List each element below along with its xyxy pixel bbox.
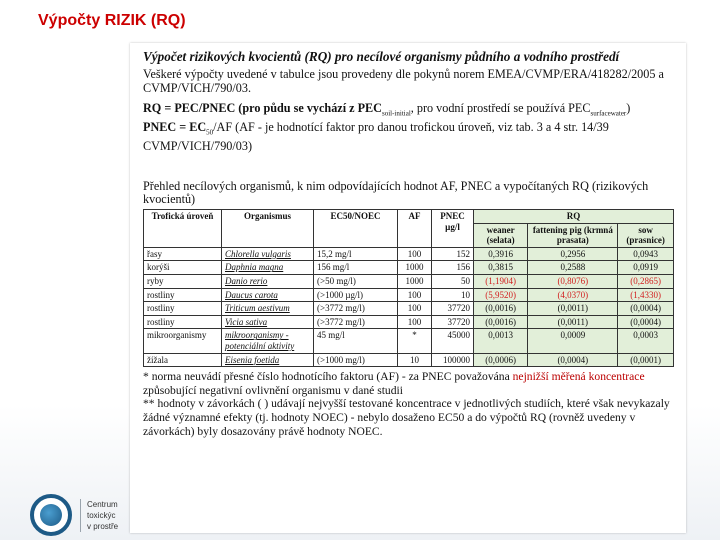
- formula-pnec: [143, 121, 676, 154]
- logo-globe-icon: [30, 494, 72, 536]
- row-organism: Vicia sativa: [222, 315, 314, 329]
- formula-rq-subscript: soil-initial: [381, 109, 411, 118]
- formula-rq-part-a: RQ = PEC/PNEC (pro půdu se vychází z PEC: [143, 101, 382, 116]
- row-organism: mikroorganismy - potenciální aktivity: [222, 329, 314, 353]
- row-af: *: [398, 329, 432, 353]
- formula-rq-part-b: , pro vodní prostředí se používá PEC: [410, 101, 591, 116]
- row-ec50: (>3772 mg/l): [314, 302, 398, 316]
- intro-paragraph: Veškeré výpočty uvedené v tabulce jsou provedeny dle pokynů norem EMEA/CVMP/ERA/418282/2005 a CVMP/VICH/790/03.: [143, 67, 664, 95]
- row-rq-sow: (0,0001): [618, 353, 674, 367]
- row-rq-weaner: (0,0016): [474, 315, 528, 329]
- formula-rq: [143, 102, 676, 121]
- row-organism: Chlorella vulgaris: [222, 247, 314, 261]
- table-row: [144, 247, 674, 261]
- row-ec50: 45 mg/l: [314, 329, 398, 353]
- slide-title: Výpočty RIZIK (RQ): [38, 12, 186, 29]
- row-ec50: (>50 mg/l): [314, 275, 398, 289]
- header-rq-sow: sow (prasnice): [618, 223, 674, 247]
- header-af: AF: [398, 210, 432, 248]
- formula-pnec-part-a: PNEC = EC: [143, 120, 207, 135]
- row-rq-weaner: 0,3815: [474, 261, 528, 275]
- row-ec50: (>3772 mg/l): [314, 315, 398, 329]
- row-rq-sow: 0,0943: [618, 247, 674, 261]
- table-row: [144, 329, 674, 353]
- row-rq-sow: (1,4330): [618, 288, 674, 302]
- header-ec50: EC50/NOEC: [314, 210, 398, 248]
- row-af: 100: [398, 302, 432, 316]
- table-row: [144, 275, 674, 289]
- row-organism: Daucus carota: [222, 288, 314, 302]
- table-row: [144, 315, 674, 329]
- row-rq-fattening: (4,0370): [528, 288, 618, 302]
- row-rq-sow: (0,2865): [618, 275, 674, 289]
- row-ec50: (>1000 mg/l): [314, 353, 398, 367]
- row-level: korýši: [144, 261, 222, 275]
- row-rq-weaner: (5,9520): [474, 288, 528, 302]
- table-intro: Přehled necílových organismů, k nim odpovídajících hodnot AF, PNEC a vypočítaných RQ (rizikových kvocientů): [143, 178, 649, 207]
- row-rq-fattening: (0,0011): [528, 315, 618, 329]
- note-af-part-b: způsobující negativní ovlivnění organismu v dané studii: [143, 383, 403, 397]
- row-rq-fattening: 0,2588: [528, 261, 618, 275]
- note-af-highlight: nejnižší měřená koncentrace: [512, 370, 645, 384]
- row-rq-sow: 0,0919: [618, 261, 674, 275]
- formula-pnec-part-b: /AF (AF - je hodnotící faktor pro danou trofickou úroveň, viz tab. 3 a 4 str. 14/39 CVMP/VICH/790/03): [143, 120, 609, 154]
- row-rq-sow: 0,0003: [618, 329, 674, 353]
- row-rq-weaner: (0,0006): [474, 353, 528, 367]
- row-level: mikroorganismy: [144, 329, 222, 353]
- logo-line-3: v prostře: [87, 521, 119, 531]
- row-af: 100: [398, 288, 432, 302]
- row-af: 100: [398, 247, 432, 261]
- row-pnec: 10: [432, 288, 474, 302]
- table-row: [144, 353, 674, 367]
- row-organism: Eisenia foetida: [222, 353, 314, 367]
- row-rq-weaner: (0,0016): [474, 302, 528, 316]
- row-level: rostliny: [144, 288, 222, 302]
- row-rq-weaner: 0,3916: [474, 247, 528, 261]
- header-rq-weaner: weaner (selata): [474, 223, 528, 247]
- table-row: [144, 261, 674, 275]
- row-level: žížala: [144, 353, 222, 367]
- row-af: 100: [398, 315, 432, 329]
- row-ec50: 156 mg/l: [314, 261, 398, 275]
- row-level: řasy: [144, 247, 222, 261]
- row-rq-fattening: 0,0009: [528, 329, 618, 353]
- row-pnec: 156: [432, 261, 474, 275]
- header-rq: RQ: [474, 210, 674, 224]
- logo-line-2: toxickýc: [87, 510, 116, 520]
- organization-logo: [30, 494, 160, 536]
- row-pnec: 37720: [432, 315, 474, 329]
- document-heading: Výpočet rizikových kvocientů (RQ) pro necílové organismy půdního a vodního prostředí: [143, 49, 620, 64]
- formula-pnec-subscript: 50: [206, 128, 214, 137]
- logo-line-1: Centrum: [87, 499, 118, 509]
- row-level: rostliny: [144, 315, 222, 329]
- row-rq-fattening: 0,2956: [528, 247, 618, 261]
- row-rq-sow: (0,0004): [618, 302, 674, 316]
- row-level: rostliny: [144, 302, 222, 316]
- row-ec50: 15,2 mg/l: [314, 247, 398, 261]
- header-rq-fattening: fattening pig (krmná prasata): [528, 223, 618, 247]
- row-af: 10: [398, 353, 432, 367]
- row-rq-sow: (0,0004): [618, 315, 674, 329]
- row-rq-weaner: 0,0013: [474, 329, 528, 353]
- header-pnec: PNEC µg/l: [432, 210, 474, 248]
- header-level: Trofická úroveň: [144, 210, 222, 248]
- note-af-part-a: * norma neuvádí přesné číslo hodnotícího faktoru (AF) - za PNEC považována: [143, 370, 513, 384]
- row-rq-weaner: (1,1904): [474, 275, 528, 289]
- row-pnec: 45000: [432, 329, 474, 353]
- table-row: [144, 288, 674, 302]
- row-rq-fattening: (0,0004): [528, 353, 618, 367]
- document-page: [130, 43, 686, 533]
- note-brackets: ** hodnoty v závorkách ( ) udávají nejvyšší testované koncentrace v jednotlivých studiích, které však nevykazaly žádné významné efekty (tj. hodnoty NOEC) - nebylo dosaženo EC50 a do výpočtů RQ (rovněž uvedeny v závorkách) byly dosazovány právě hodnoty NOEC.: [143, 397, 670, 438]
- formula-rq-part-c: ): [626, 101, 631, 116]
- row-organism: Danio rerio: [222, 275, 314, 289]
- row-level: ryby: [144, 275, 222, 289]
- logo-text: [80, 499, 118, 532]
- row-af: 1000: [398, 275, 432, 289]
- header-organism: Organismus: [222, 210, 314, 248]
- row-organism: Daphnia magna: [222, 261, 314, 275]
- table-row: [144, 302, 674, 316]
- row-ec50: (>1000 µg/l): [314, 288, 398, 302]
- row-organism: Triticum aestivum: [222, 302, 314, 316]
- row-rq-fattening: (0,0011): [528, 302, 618, 316]
- formula-rq-subscript2: surfacewater: [590, 109, 627, 118]
- rq-table-body: [144, 247, 674, 366]
- row-pnec: 100000: [432, 353, 474, 367]
- row-rq-fattening: (0,8076): [528, 275, 618, 289]
- rq-table: [143, 209, 674, 367]
- row-pnec: 152: [432, 247, 474, 261]
- row-af: 1000: [398, 261, 432, 275]
- row-pnec: 50: [432, 275, 474, 289]
- row-pnec: 37720: [432, 302, 474, 316]
- note-af: [143, 370, 676, 397]
